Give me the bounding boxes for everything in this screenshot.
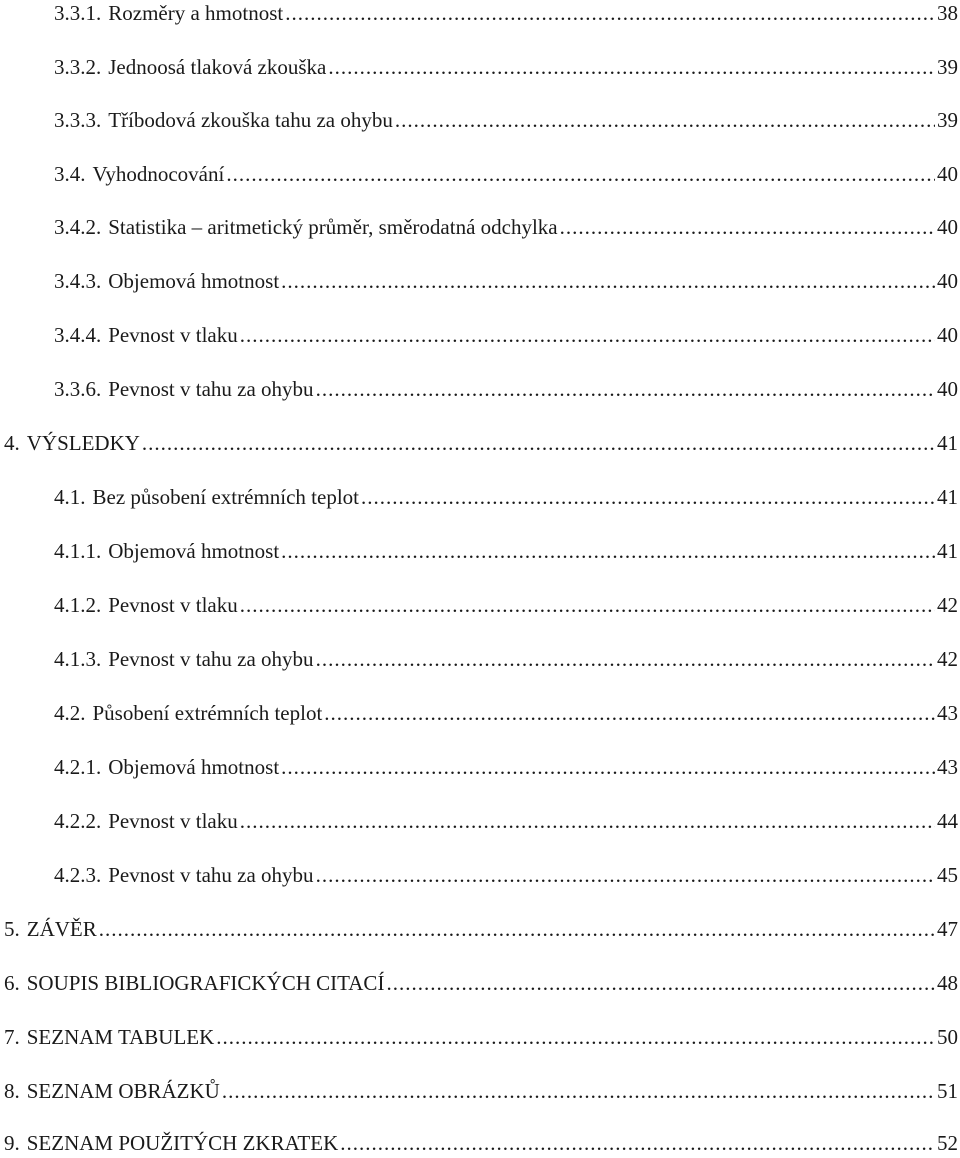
toc-entry-page: 41 xyxy=(937,431,958,455)
toc-entry-title: SEZNAM OBRÁZKŮ xyxy=(26,1079,220,1103)
toc-dot-leader xyxy=(281,752,935,782)
toc-entry-title: Statistika – aritmetický průměr, směrodatná odchylka xyxy=(108,215,558,239)
toc-entry-number: 7. xyxy=(4,1025,20,1049)
toc-entry-page: 40 xyxy=(937,377,958,401)
toc-entry[interactable] xyxy=(54,212,958,242)
toc-entry-page: 43 xyxy=(937,755,958,779)
toc-entry-number: 4.1.2. xyxy=(54,593,102,617)
toc-entry-number: 4. xyxy=(4,431,20,455)
toc-entry-title: Působení extrémních teplot xyxy=(92,701,323,725)
toc-entry[interactable] xyxy=(54,482,958,512)
toc-dot-leader xyxy=(328,52,935,82)
toc-dot-leader xyxy=(240,320,935,350)
toc-entry-title: Pevnost v tlaku xyxy=(108,323,238,347)
toc-dot-leader xyxy=(361,482,935,512)
toc-dot-leader xyxy=(240,590,935,620)
toc-entry-title: SEZNAM TABULEK xyxy=(26,1025,215,1049)
toc-entry-title: Bez působení extrémních teplot xyxy=(92,485,360,509)
toc-entry-page: 50 xyxy=(937,1025,958,1049)
toc-entry-number: 3.3.2. xyxy=(54,55,102,79)
toc-entry-number: 4.1. xyxy=(54,485,86,509)
toc-entry-number: 3.3.6. xyxy=(54,377,102,401)
toc-entry-number: 3.4.4. xyxy=(54,323,102,347)
toc-entry[interactable] xyxy=(4,1022,958,1052)
toc-entry-title: Pevnost v tahu za ohybu xyxy=(108,647,314,671)
toc-entry[interactable] xyxy=(54,374,958,404)
toc-entry-title: Objemová hmotnost xyxy=(108,539,280,563)
toc-dot-leader xyxy=(395,105,935,135)
toc-entry[interactable] xyxy=(4,968,958,998)
toc-entry-title: Jednoosá tlaková zkouška xyxy=(108,55,327,79)
toc-entry-number: 3.4.3. xyxy=(54,269,102,293)
toc-entry-page: 42 xyxy=(937,593,958,617)
toc-entry-title: Pevnost v tahu za ohybu xyxy=(108,377,314,401)
toc-dot-leader xyxy=(222,1076,935,1106)
toc-dot-leader xyxy=(216,1022,935,1052)
toc-entry-title: VÝSLEDKY xyxy=(26,431,140,455)
toc-entry-page: 39 xyxy=(937,55,958,79)
toc-entry[interactable] xyxy=(54,806,958,836)
toc-entry-page: 45 xyxy=(937,863,958,887)
toc-entry-title: SEZNAM POUŽITÝCH ZKRATEK xyxy=(26,1131,339,1155)
toc-entry-page: 47 xyxy=(937,917,958,941)
toc-dot-leader xyxy=(99,914,935,944)
toc-entry[interactable] xyxy=(54,590,958,620)
toc-entry[interactable] xyxy=(4,914,958,944)
toc-entry-page: 43 xyxy=(937,701,958,725)
toc-entry[interactable] xyxy=(54,320,958,350)
toc-entry-title: Pevnost v tlaku xyxy=(108,809,238,833)
toc-dot-leader xyxy=(316,644,935,674)
toc-entry-page: 41 xyxy=(937,539,958,563)
toc-entry[interactable] xyxy=(54,266,958,296)
toc-entry[interactable] xyxy=(54,860,958,890)
toc-entry-number: 3.3.3. xyxy=(54,108,102,132)
toc-entry-page: 40 xyxy=(937,323,958,347)
toc-entry-title: ZÁVĚR xyxy=(26,917,97,941)
toc-dot-leader xyxy=(560,212,935,242)
toc-entry-number: 5. xyxy=(4,917,20,941)
toc-dot-leader xyxy=(226,159,935,189)
toc-entry-title: Rozměry a hmotnost xyxy=(108,1,284,25)
toc-entry[interactable] xyxy=(4,1128,958,1158)
toc-dot-leader xyxy=(281,266,935,296)
toc-entry-number: 6. xyxy=(4,971,20,995)
toc-entry[interactable] xyxy=(54,159,958,189)
toc-dot-leader xyxy=(386,968,935,998)
toc-dot-leader xyxy=(240,806,935,836)
toc-entry[interactable] xyxy=(54,0,958,28)
toc-entry-number: 4.2.2. xyxy=(54,809,102,833)
toc-entry-title: SOUPIS BIBLIOGRAFICKÝCH CITACÍ xyxy=(26,971,385,995)
toc-dot-leader xyxy=(142,428,935,458)
toc-entry-title: Pevnost v tahu za ohybu xyxy=(108,863,314,887)
toc-entry[interactable] xyxy=(54,536,958,566)
toc-entry-number: 4.2.1. xyxy=(54,755,102,779)
toc-entry-page: 41 xyxy=(937,485,958,509)
toc-dot-leader xyxy=(316,374,935,404)
toc-entry-number: 4.1.3. xyxy=(54,647,102,671)
toc-entry-page: 48 xyxy=(937,971,958,995)
toc-entry[interactable] xyxy=(54,752,958,782)
toc-dot-leader xyxy=(316,860,935,890)
toc-entry-page: 44 xyxy=(937,809,958,833)
toc-entry-number: 9. xyxy=(4,1131,20,1155)
toc-entry-page: 39 xyxy=(937,108,958,132)
toc-entry-number: 3.4. xyxy=(54,162,86,186)
toc-entry-number: 3.3.1. xyxy=(54,1,102,25)
toc-dot-leader xyxy=(281,536,935,566)
toc-entry-title: Objemová hmotnost xyxy=(108,269,280,293)
toc-entry-number: 4.1.1. xyxy=(54,539,102,563)
toc-entry-title: Objemová hmotnost xyxy=(108,755,280,779)
toc-entry-page: 42 xyxy=(937,647,958,671)
toc-dot-leader xyxy=(285,0,935,28)
toc-entry-page: 40 xyxy=(937,269,958,293)
toc-entry-title: Tříbodová zkouška tahu za ohybu xyxy=(108,108,393,132)
toc-dot-leader xyxy=(324,698,935,728)
toc-entry-page: 52 xyxy=(937,1131,958,1155)
toc-entry-number: 4.2.3. xyxy=(54,863,102,887)
toc-dot-leader xyxy=(340,1128,935,1158)
toc-entry[interactable] xyxy=(54,52,958,82)
toc-entry-title: Vyhodnocování xyxy=(92,162,225,186)
toc-entry-number: 3.4.2. xyxy=(54,215,102,239)
toc-entry[interactable] xyxy=(54,105,958,135)
toc-entry-page: 51 xyxy=(937,1079,958,1103)
toc-entry[interactable] xyxy=(54,698,958,728)
toc-entry-page: 40 xyxy=(937,215,958,239)
toc-entry[interactable] xyxy=(54,644,958,674)
toc-entry-title: Pevnost v tlaku xyxy=(108,593,238,617)
toc-entry[interactable] xyxy=(4,1076,958,1106)
toc-entry[interactable] xyxy=(4,428,958,458)
toc-entry-page: 38 xyxy=(937,1,958,25)
toc-entry-number: 4.2. xyxy=(54,701,86,725)
toc-entry-page: 40 xyxy=(937,162,958,186)
toc-entry-number: 8. xyxy=(4,1079,20,1103)
